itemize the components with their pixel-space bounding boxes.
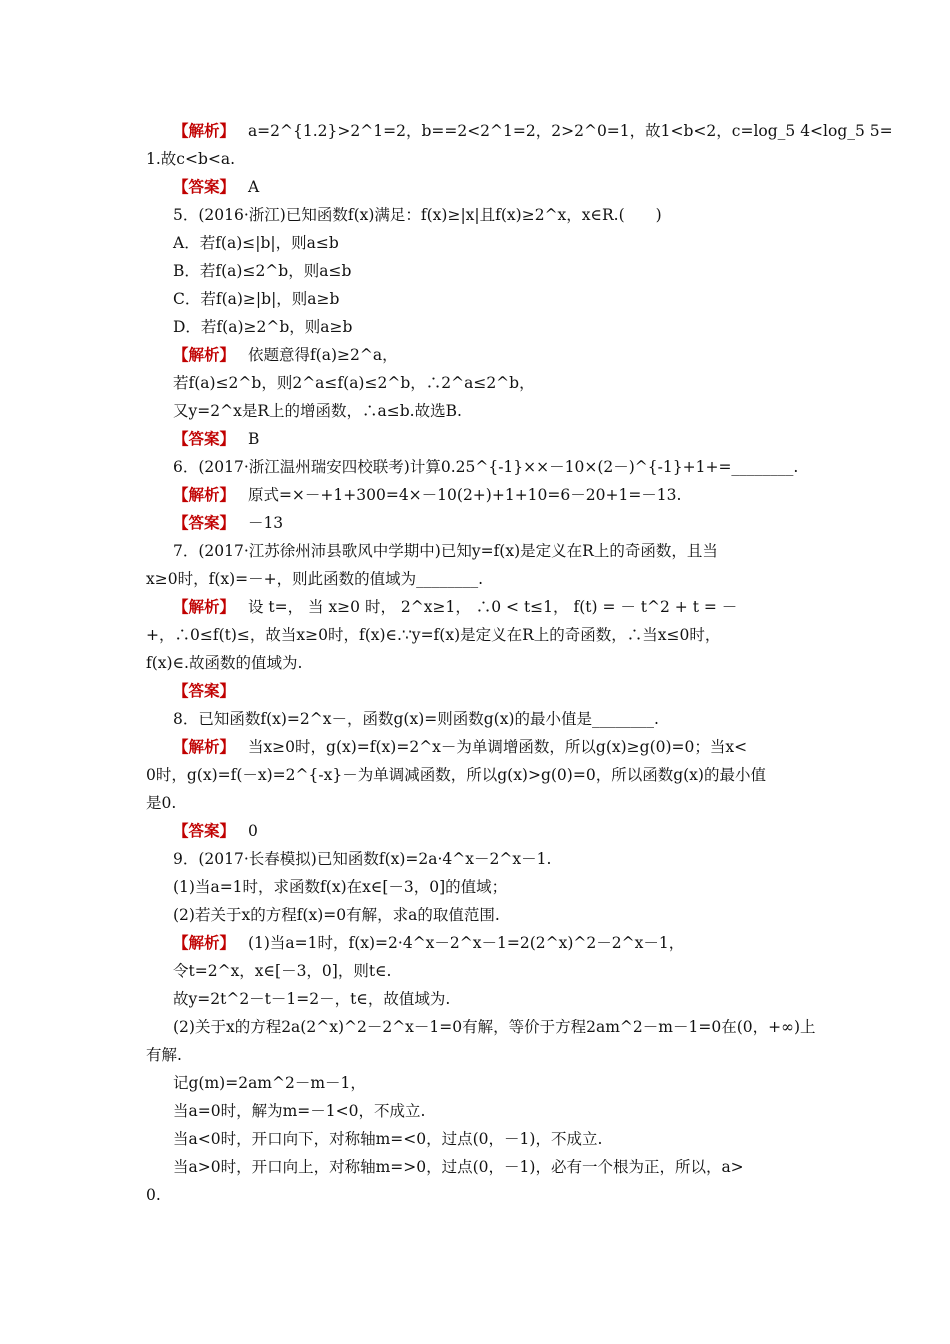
line-text: 当x≥0时，g(x)=f(x)=2^x－为单调增函数，所以g(x)≥g(0)=0；当x< [243, 738, 748, 756]
text-line [173, 288, 339, 310]
line-text: －13 [243, 514, 284, 532]
line-text: 有解. [146, 1046, 182, 1064]
line-text: 9．(2017·长春模拟)已知函数f(x)=2a·4^x－2^x－1. [173, 850, 552, 868]
text-line [173, 820, 258, 842]
text-line [173, 1128, 602, 1150]
line-text: 依题意得f(a)≥2^a， [243, 346, 398, 364]
section-tag: 【解析】 [173, 933, 236, 952]
text-line [173, 176, 259, 198]
text-line [173, 512, 283, 534]
line-text: 0时，g(x)=f(－x)=2^{-x}－为单调减函数，所以g(x)>g(0)=0，所以函数g(x)的最小值 [146, 766, 766, 784]
line-text: 当a=0时，解为m=－1<0，不成立. [173, 1102, 426, 1120]
text-line [173, 1016, 816, 1038]
text-line [173, 400, 462, 422]
line-text: D．若f(a)≥2^b，则a≥b [173, 318, 353, 336]
section-tag: 【解析】 [173, 121, 236, 140]
text-line [146, 624, 720, 646]
line-text: (2)若关于x的方程f(x)=0有解，求a的取值范围. [173, 906, 500, 924]
line-text: f(x)∈.故函数的值域为. [146, 654, 303, 672]
line-text: 故y=2t^2－t－1=2－，t∈，故值域为. [173, 990, 451, 1008]
line-text: a=2^{1.2}>2^1=2，b==2<2^1=2，2>2^0=1，故1<b<2，c=log_5 4<log_5 5= [243, 122, 893, 140]
text-line [146, 148, 235, 170]
text-line [146, 792, 176, 814]
line-text: 1.故c<b<a. [146, 150, 236, 168]
line-text: 当a>0时，开口向上，对称轴m=>0，过点(0，－1)，必有一个根为正，所以，a> [173, 1158, 744, 1176]
line-text: (2)关于x的方程2a(2^x)^2－2^x－1=0有解，等价于方程2am^2－m－1=0在(0，+∞)上 [173, 1018, 816, 1036]
section-tag: 【答案】 [173, 429, 236, 448]
line-text: 5．(2016·浙江)已知函数f(x)满足：f(x)≥|x|且f(x)≥2^x，x∈R.( ) [173, 206, 662, 224]
text-line [173, 736, 747, 758]
line-text: 令t=2^x，x∈[－3，0]，则t∈. [173, 962, 392, 980]
text-line [173, 344, 398, 366]
text-line [173, 848, 551, 870]
text-line [146, 1184, 161, 1206]
text-line [173, 316, 352, 338]
text-line [173, 120, 893, 142]
text-line [173, 456, 798, 478]
line-text: (1)当a=1时，求函数f(x)在x∈[－3，0]的值域； [173, 878, 508, 896]
section-tag: 【答案】 [173, 821, 236, 840]
text-line [173, 1156, 744, 1178]
line-text: 原式=×－+1+300=4×－10(2+)+1+10=6－20+1=－13. [243, 486, 682, 504]
line-text: B．若f(a)≤2^b，则a≤b [173, 262, 352, 280]
section-tag: 【答案】 [173, 681, 236, 700]
text-line [173, 260, 351, 282]
text-line [173, 932, 684, 954]
line-text: +，∴0≤f(t)≤，故当x≥0时，f(x)∈.∵y=f(x)是定义在R上的奇函数，∴当x≤0时， [146, 626, 721, 644]
text-line [173, 988, 450, 1010]
text-line [146, 652, 302, 674]
line-text: A．若f(a)≤|b|，则a≤b [173, 234, 339, 252]
text-line [173, 876, 507, 898]
section-tag: 【答案】 [173, 177, 236, 196]
section-tag: 【解析】 [173, 737, 236, 756]
section-tag: 【解析】 [173, 597, 236, 616]
line-text: 记g(m)=2am^2－m－1， [173, 1074, 366, 1092]
text-line [173, 428, 259, 450]
text-line [173, 904, 500, 926]
text-line [173, 596, 737, 618]
text-line [173, 540, 718, 562]
line-text: 8．已知函数f(x)=2^x－，函数g(x)=则函数g(x)的最小值是________. [173, 710, 659, 728]
line-text: 若f(a)≤2^b，则2^a≤f(a)≤2^b，∴2^a≤2^b， [173, 374, 535, 392]
line-text: 设 t=， 当 x≥0 时， 2^x≥1， ∴0 < t≤1， f(t) = － t^2 + t = － [243, 598, 738, 616]
text-line [146, 1044, 182, 1066]
line-text: C．若f(a)≥|b|，则a≥b [173, 290, 340, 308]
line-text: 又y=2^x是R上的增函数，∴a≤b.故选B. [173, 402, 462, 420]
text-line [146, 764, 766, 786]
line-text: 0. [146, 1186, 161, 1204]
text-line [146, 568, 483, 590]
text-line [173, 1100, 425, 1122]
text-line [173, 708, 659, 730]
line-text: B [243, 430, 260, 448]
section-tag: 【答案】 [173, 513, 236, 532]
text-line [173, 232, 339, 254]
text-line [173, 960, 391, 982]
line-text: (1)当a=1时，f(x)=2·4^x－2^x－1=2(2^x)^2－2^x－1， [243, 934, 685, 952]
text-line [173, 1072, 366, 1094]
line-text: 当a<0时，开口向下，对称轴m=<0，过点(0，－1)，不成立. [173, 1130, 603, 1148]
line-text: 是0. [146, 794, 177, 812]
section-tag: 【解析】 [173, 345, 236, 364]
line-text: x≥0时，f(x)=－+，则此函数的值域为________. [146, 570, 484, 588]
line-text: 7．(2017·江苏徐州沛县歌风中学期中)已知y=f(x)是定义在R上的奇函数，且当 [173, 542, 718, 560]
section-tag: 【解析】 [173, 485, 236, 504]
line-text: A [243, 178, 260, 196]
line-text: 6．(2017·浙江温州瑞安四校联考)计算0.25^{-1}××－10×(2－)^{-1}+1+=________. [173, 458, 799, 476]
line-text: 0 [243, 822, 258, 840]
text-line [173, 372, 535, 394]
text-line [173, 680, 243, 702]
text-line [173, 204, 662, 226]
text-line [173, 484, 681, 506]
